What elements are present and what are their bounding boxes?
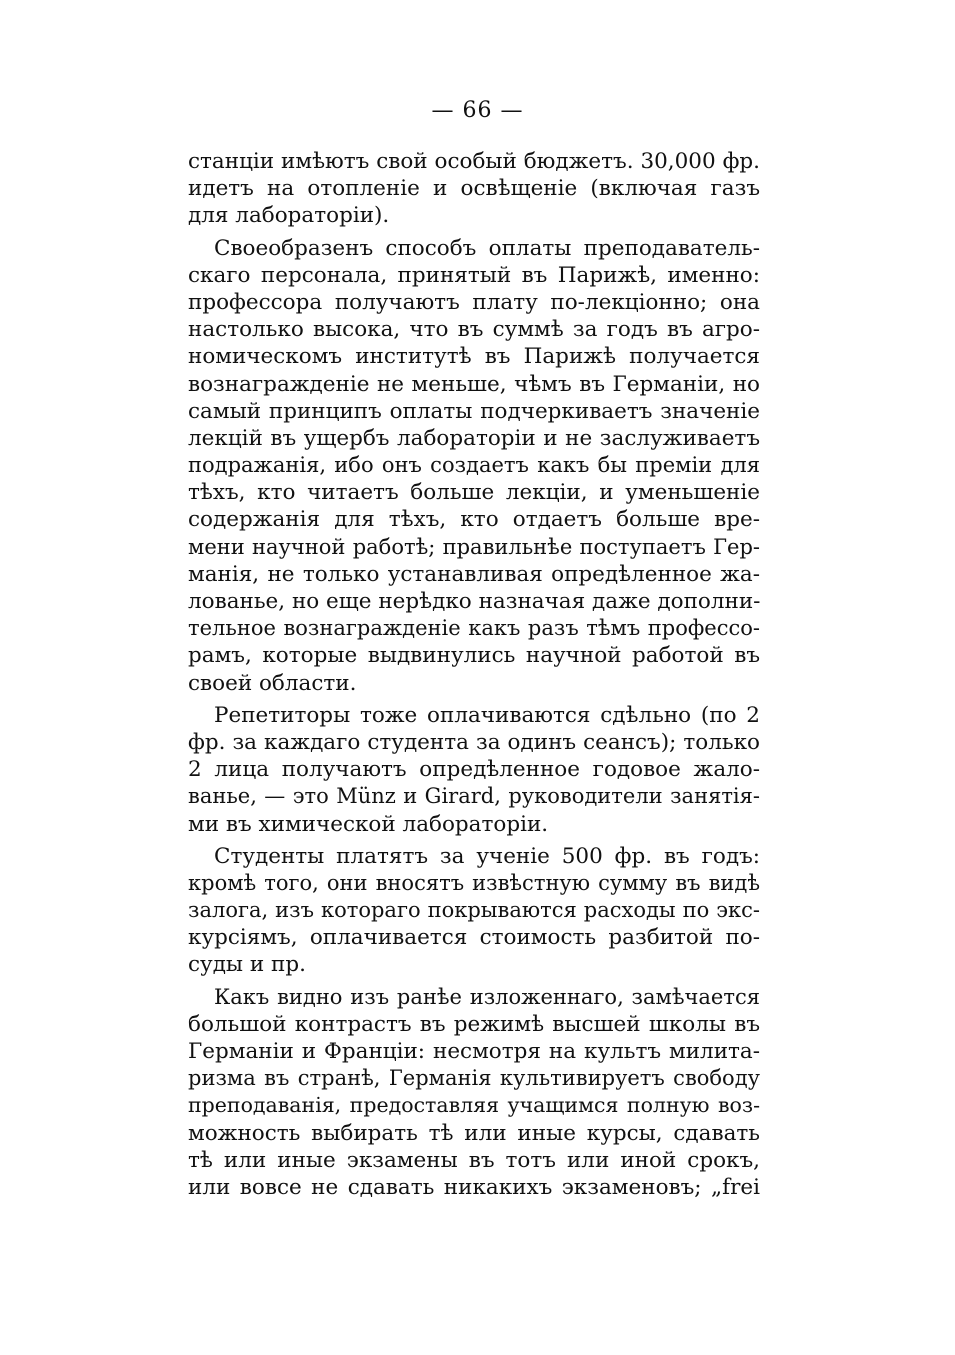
page-number: — 66 — [431, 98, 524, 123]
paragraph-contrast [188, 984, 760, 1202]
paragraph-tutors [188, 702, 760, 838]
text-line: лованье, но еще нерѣдко назначая даже дополни- [188, 589, 761, 614]
paragraph-paris-payment [188, 235, 760, 697]
text-line: Какъ видно изъ ранѣе изложеннаго, замѣчается [214, 984, 760, 1009]
text-line: можность выбирать тѣ или иные курсы, сдавать [188, 1120, 760, 1146]
text-line: 2 лица получаютъ опредѣленное годовое жало- [188, 757, 760, 783]
paragraph-students [188, 843, 760, 979]
paragraph-budget [188, 148, 760, 230]
text-line: или вовсе не сдавать никакихъ экзаменовъ; „frei [188, 1174, 760, 1200]
text-line: тельное вознагражденіе какъ разъ тѣмъ профессо- [188, 616, 760, 641]
text-line: ризма въ странѣ, Германія культивируетъ свободу [188, 1066, 760, 1091]
text-line: мени научной работѣ; правильнѣе поступаетъ Гер- [188, 534, 760, 559]
text-line: для лабораторіи). [188, 203, 390, 229]
text-line: фр. за каждаго студента за одинъ сеансъ); только [188, 729, 760, 755]
text-line: суды и пр. [188, 952, 306, 978]
text-line: преподаванія, предоставляя учащимся полную воз- [188, 1093, 760, 1118]
text-line: курсіямъ, оплачивается стоимость разбитой по- [188, 925, 760, 951]
text-line: залога, изъ котораго покрываются расходы по экс- [188, 898, 760, 923]
text-line: подражанія, ибо онъ создаетъ какъ бы преміи для [188, 453, 760, 478]
text-line: тѣ или иные экзамены въ тотъ или иной срокъ, [188, 1147, 760, 1173]
text-line: своей области. [188, 670, 357, 696]
text-line: Германіи и Франціи: несмотря на культъ милита- [188, 1039, 760, 1064]
text-line: ванье, — это Münz и Girard, руководители занятія- [188, 784, 760, 809]
text-line: Студенты платятъ за ученіе 500 фр. въ годъ: [214, 843, 760, 869]
text-line: номическомъ институтѣ въ Парижѣ получается [188, 344, 760, 370]
text-line: ми въ химической лабораторіи. [188, 811, 549, 837]
text-line: Репетиторы тоже оплачиваются сдѣльно (по 2 [214, 702, 760, 728]
text-line: манія, не только устанавливая опредѣленное жа- [188, 561, 760, 587]
text-line: большой контрастъ въ режимѣ высшей школы въ [188, 1011, 760, 1037]
text-line: тѣхъ, кто читаетъ больше лекціи, и уменьшеніе [188, 480, 760, 506]
text-line: Своеобразенъ способъ оплаты преподаватель- [214, 235, 760, 261]
text-line: содержанія для тѣхъ, кто отдаетъ больше вре- [188, 507, 760, 533]
text-line: идетъ на отопленіе и освѣщеніе (включая газъ [188, 176, 760, 202]
text-line: самый принципъ оплаты подчеркиваетъ значеніе [188, 398, 760, 424]
text-line: станціи имѣютъ свой особый бюджетъ. 30,000 фр. [188, 149, 760, 174]
text-line: лекцій въ ущербъ лабораторіи и не заслуживаетъ [188, 425, 760, 451]
body-text [188, 148, 760, 1201]
text-line: кромѣ того, они вносятъ извѣстную сумму въ видѣ [188, 870, 760, 895]
text-line: настолько высока, что въ суммѣ за годъ въ агро- [188, 317, 760, 343]
text-line: профессора получаютъ плату по-лекціонно; она [188, 289, 760, 315]
text-line: вознагражденіе не меньше, чѣмъ въ Германіи, но [188, 371, 760, 397]
text-line: скаго персонала, принятый въ Парижѣ, именно: [188, 262, 760, 288]
text-line: рамъ, которые выдвинулись научной работой въ [188, 643, 760, 669]
